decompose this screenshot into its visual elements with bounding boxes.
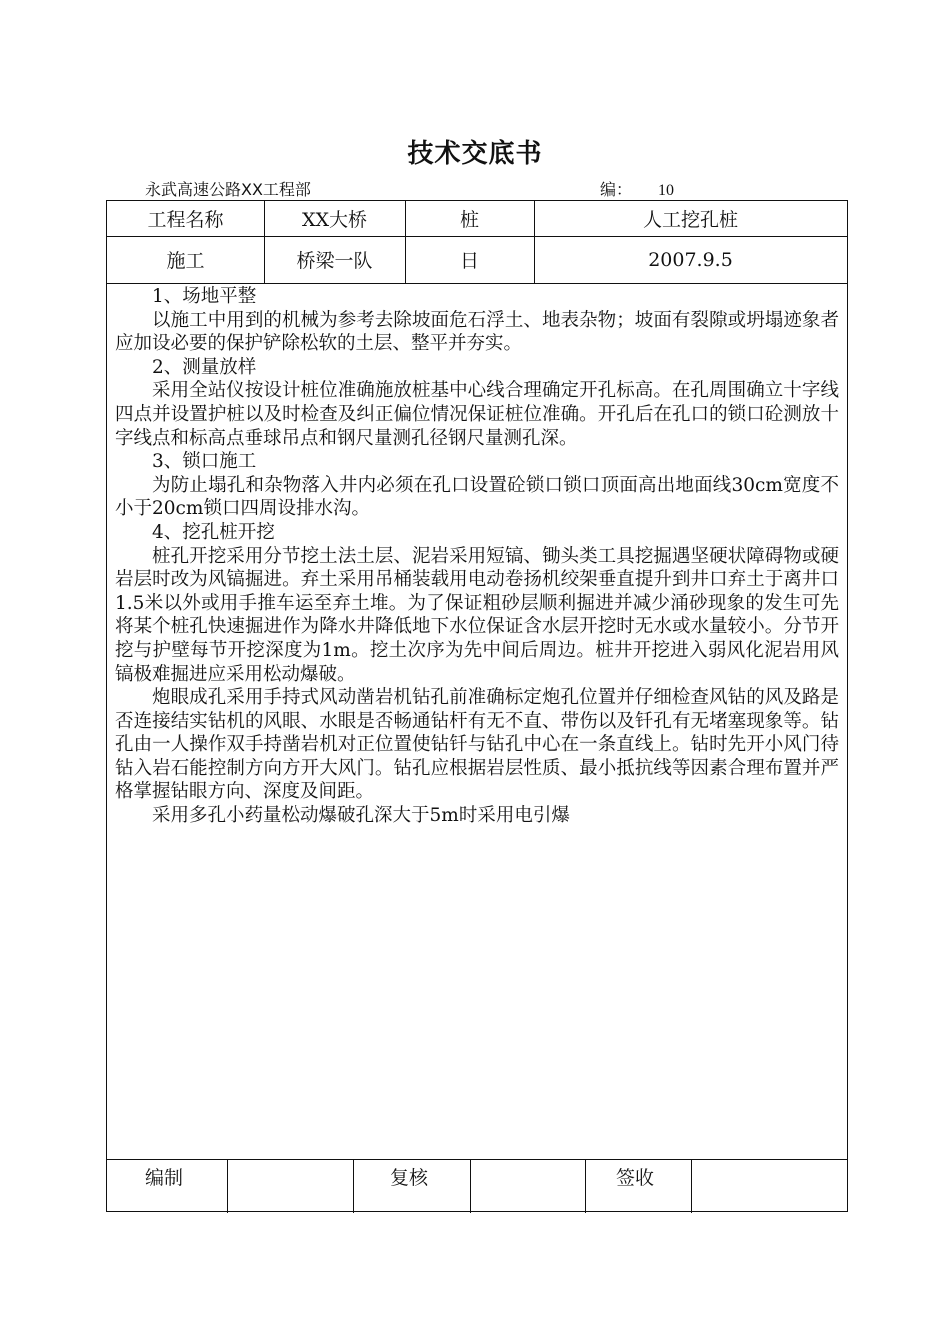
briefing-form — [106, 200, 848, 1212]
paragraph: 桩孔开挖采用分节挖土法土层、泥岩采用短镐、锄头类工具挖掘遇坚硬状障碍物或硬岩层时改为风镐掘进。弃土采用吊桶装载用电动卷扬机绞架垂直提升到井口弃土于离井口1.5米以外或用手推车运至弃土堆。为了保证粗砂层顺利掘进并减少涌砂现象的发生可先将某个桩孔快速掘进作为降水井降低地下水位保证含水层开挖时无水或水量较小。分节开挖与护壁每节开挖深度为1m。挖土次序为先中间后周边。桩井开挖进入弱风化泥岩用风镐极难掘进应采用松动爆破。 — [115, 545, 839, 685]
paragraph: 以施工中用到的机械为参考去除坡面危石浮土、地表杂物；坡面有裂隙或坍塌迹象者应加设必要的保护铲除松软的土层、整平并夯实。 — [115, 309, 839, 355]
reviewed-by-label: 复核 — [390, 1167, 429, 1189]
section-heading: 1、场地平整 — [152, 286, 257, 307]
prepared-by-label: 编制 — [145, 1167, 184, 1189]
code-label: 编： — [600, 180, 633, 199]
date-value: 2007.9.5 — [648, 248, 733, 271]
construction-team-value: 桥梁一队 — [296, 250, 373, 272]
col-divider — [691, 1159, 692, 1213]
paragraph: 采用全站仪按设计桩位准确施放桩基中心线合理确定开孔标高。在孔周围确立十字线四点并设置护桩以及时检查及纠正偏位情况保证桩位准确。开孔后在孔口的锁口砼测放十字线点和标高点垂球吊点和钢尺量测孔径钢尺量测孔深。 — [115, 380, 839, 449]
project-name-label: 工程名称 — [147, 209, 224, 231]
pile-label: 桩 — [459, 209, 479, 231]
paragraph: 为防止塌孔和杂物落入井内必须在孔口设置砼锁口锁口顶面高出地面线30cm宽度不小于20cm锁口四周设排水沟。 — [115, 474, 839, 520]
section-heading: 3、锁口施工 — [152, 451, 257, 473]
col-divider — [470, 1159, 471, 1213]
document-code — [600, 177, 674, 200]
project-unit: 永武高速公路XX工程部 — [145, 180, 311, 199]
paragraph: 采用多孔小药量松动爆破孔深大于5m时采用电引爆 — [152, 805, 570, 827]
date-label: 日 — [459, 250, 479, 272]
row-divider — [107, 1159, 847, 1160]
received-by-label: 签收 — [616, 1167, 655, 1189]
briefing-content — [115, 285, 839, 828]
section-heading: 4、挖孔桩开挖 — [152, 521, 275, 543]
col-divider — [353, 1159, 354, 1213]
code-value: 10 — [658, 182, 675, 199]
paragraph: 炮眼成孔采用手持式风动凿岩机钻孔前准确标定炮孔位置并仔细检查风钻的风及路是否连接结实钻机的风眼、水眼是否畅通钻杆有无不直、带伤以及钎孔有无堵塞现象等。钻孔由一人操作双手持凿岩机对正位置使钻钎与钻孔中心在一条直线上。钻时先开小风门待钻入岩石能控制方向方开大风门。钻孔应根据岩层性质、最小抵抗线等因素合理布置并严格掌握钻眼方向、深度及间距。 — [115, 687, 839, 803]
row-divider — [107, 283, 847, 284]
pile-type-value: 人工挖孔桩 — [642, 209, 738, 231]
document-title: 技术交底书 — [407, 139, 543, 169]
project-name-value: XX大桥 — [301, 209, 368, 231]
construction-label: 施工 — [166, 250, 205, 272]
section-heading: 2、测量放样 — [152, 356, 257, 378]
col-divider — [585, 1159, 586, 1213]
col-divider — [227, 1159, 228, 1213]
